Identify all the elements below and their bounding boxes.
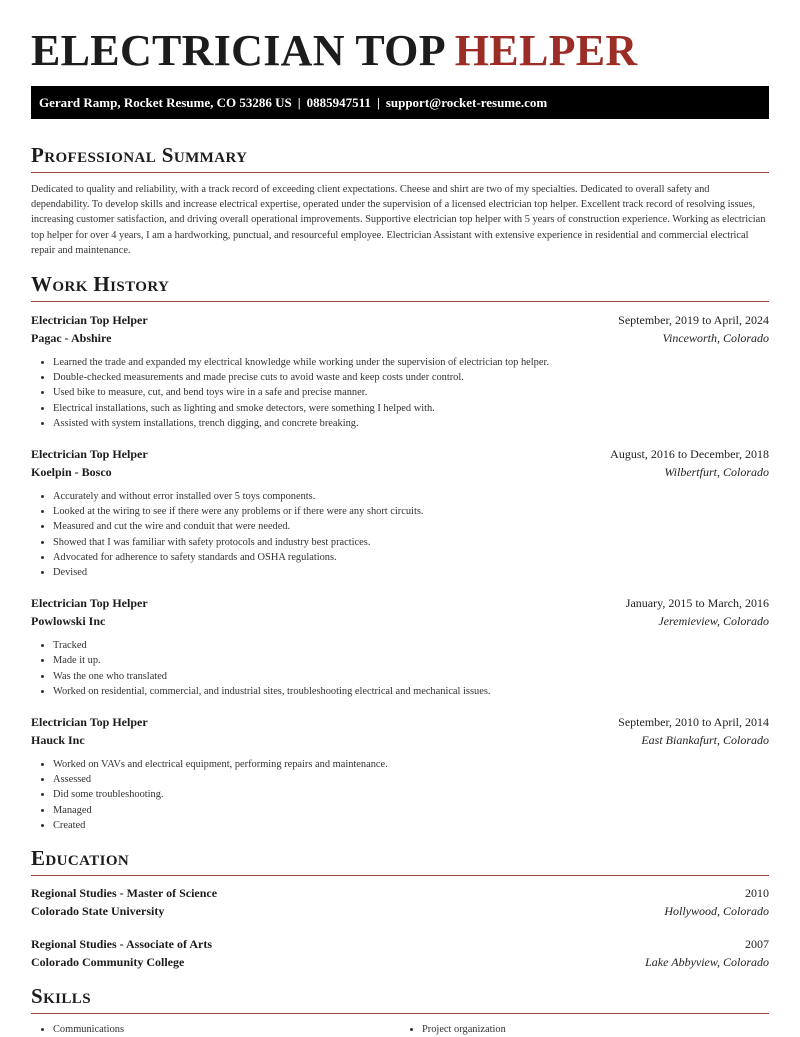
contact-address: Gerard Ramp, Rocket Resume, CO 53286 US — [39, 95, 292, 110]
job-bullet: • Electrical installations, such as lighting and smoke detectors, were something I helped with. — [53, 401, 769, 416]
job-entry — [31, 311, 769, 431]
education-location: Lake Abbyview, Colorado — [645, 955, 769, 970]
education-entry — [31, 935, 769, 971]
contact-separator: | — [297, 95, 301, 110]
job-bullet: • Measured and cut the wire and conduit that were needed. — [53, 519, 769, 534]
job-entry — [31, 445, 769, 580]
job-bullet: • Tracked — [53, 638, 769, 653]
job-dates: September, 2010 to April, 2014 — [618, 715, 769, 730]
job-bullets — [31, 638, 769, 699]
contact-email: support@rocket-resume.com — [385, 95, 548, 110]
skill-item: • Project organization — [422, 1022, 769, 1037]
job-company: Pagac - Abshire — [31, 331, 112, 346]
job-role: Electrician Top Helper — [31, 715, 148, 730]
job-bullet: • Accurately and without error installed over 5 toys components. — [53, 489, 769, 504]
education-heading: Education — [31, 846, 130, 871]
job-bullet: • Advocated for adherence to safety standards and OSHA regulations. — [53, 550, 769, 565]
resume-title — [31, 0, 769, 78]
job-bullet: • Assisted with system installations, trench digging, and concrete breaking. — [53, 416, 769, 431]
work-history-heading: Work History — [31, 272, 170, 297]
job-bullet: • Worked on VAVs and electrical equipment, performing repairs and maintenance. — [53, 757, 769, 772]
job-company: Powlowski Inc — [31, 614, 106, 629]
job-role: Electrician Top Helper — [31, 313, 148, 328]
job-role: Electrician Top Helper — [31, 596, 148, 611]
job-entry — [31, 594, 769, 699]
job-bullet: • Used bike to measure, cut, and bend toys wire in a safe and precise manner. — [53, 385, 769, 400]
title-part-2-accent: HELPER — [454, 26, 638, 75]
education-year: 2010 — [745, 886, 769, 901]
job-bullets — [31, 757, 769, 833]
contact-bar — [31, 86, 769, 119]
job-dates: August, 2016 to December, 2018 — [610, 447, 769, 462]
education-school: Colorado State University — [31, 904, 165, 919]
education-location: Hollywood, Colorado — [664, 904, 769, 919]
job-location: Vinceworth, Colorado — [662, 331, 769, 346]
contact-separator: | — [376, 95, 380, 110]
job-dates: January, 2015 to March, 2016 — [625, 596, 769, 611]
job-bullet: • Double-checked measurements and made precise cuts to avoid waste and keep costs under control. — [53, 370, 769, 385]
summary-divider — [31, 172, 769, 173]
job-entry — [31, 713, 769, 833]
education-school: Colorado Community College — [31, 955, 185, 970]
job-bullet: • Learned the trade and expanded my electrical knowledge while working under the supervision of electrician top helper. — [53, 355, 769, 370]
job-location: East Biankafurt, Colorado — [641, 733, 769, 748]
contact-phone: 0885947511 — [306, 95, 371, 110]
job-bullet: • Made it up. — [53, 653, 769, 668]
job-bullet: • Worked on residential, commercial, and industrial sites, troubleshooting electrical and mechanical issues. — [53, 684, 769, 699]
job-location: Jeremieview, Colorado — [658, 614, 769, 629]
job-bullet: • Devised — [53, 565, 769, 580]
resume-page — [31, 0, 769, 1037]
job-company: Hauck Inc — [31, 733, 85, 748]
education-degree: Regional Studies - Associate of Arts — [31, 937, 212, 952]
title-part-1: ELECTRICIAN TOP — [31, 26, 444, 75]
education-degree: Regional Studies - Master of Science — [31, 886, 218, 901]
job-dates: September, 2019 to April, 2024 — [618, 313, 769, 328]
education-entry — [31, 884, 769, 920]
job-bullet: • Managed — [53, 803, 769, 818]
job-bullet: • Assessed — [53, 772, 769, 787]
work-history-divider — [31, 301, 769, 302]
skill-item: • Communications — [53, 1022, 400, 1037]
job-bullet: • Did some troubleshooting. — [53, 787, 769, 802]
skills-heading: Skills — [31, 984, 91, 1009]
job-role: Electrician Top Helper — [31, 447, 148, 462]
job-company: Koelpin - Bosco — [31, 465, 112, 480]
education-year: 2007 — [745, 937, 769, 952]
summary-text: Dedicated to quality and reliability, with a track record of exceeding client expectations. Cheese and shirt are two of my specialties. Dedicated to overall safety and dependability. To develop skills and increase electrical expertise, operated under the supervision of a licensed electrician top helper. Excellent track record of resolving issues, increasing customer satisfaction, and driving overall operational improvements. Supportive electrician top helper with 5 years of construction experience. Working as electrician top helper for over 4 years, I am a hardworking, punctual, and resourceful employee. Electrician Assistant with extensive experience in residential and commercial electrical repair and maintenance. — [31, 184, 766, 256]
job-bullet: • Showed that I was familiar with safety protocols and industry best practices. — [53, 535, 769, 550]
skills-divider — [31, 1013, 769, 1014]
job-bullet: • Created — [53, 818, 769, 833]
summary-heading: Professional Summary — [31, 143, 248, 167]
job-bullet: • Looked at the wiring to see if there were any problems or if there were any short circuits. — [53, 504, 769, 519]
education-divider — [31, 875, 769, 876]
job-bullets — [31, 355, 769, 431]
job-location: Wilbertfurt, Colorado — [664, 465, 769, 480]
job-bullet: • Was the one who translated — [53, 669, 769, 684]
job-bullets — [31, 489, 769, 580]
